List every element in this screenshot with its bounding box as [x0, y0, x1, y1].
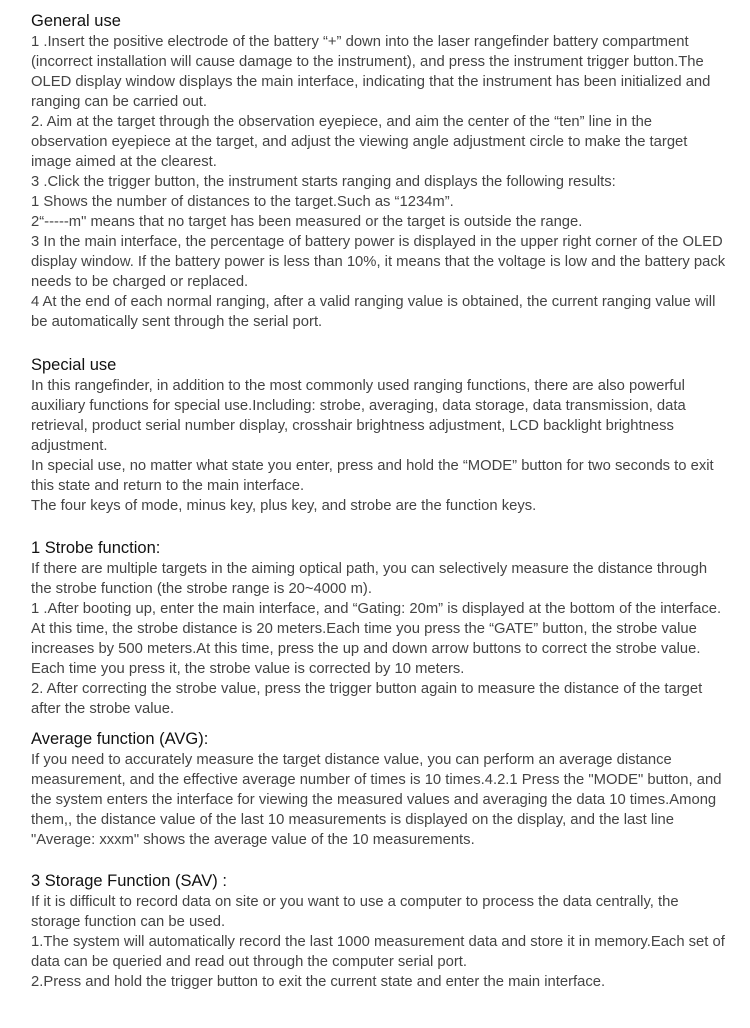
section-heading: General use: [31, 12, 121, 30]
paragraph: 4 At the end of each normal ranging, after a valid ranging value is obtained, the current ranging value will be automatically sent through the serial port.: [31, 294, 716, 330]
paragraph: 1 .After booting up, enter the main interface, and “Gating: 20m” is displayed at the bottom of the interface. At this time, the strobe distance is 20 meters.Each time you press the “GATE” button, the strobe value increases by 500 meters.At this time, press the up and down arrow buttons to correct the strobe value. Each time you press it, the strobe value is corrected by 10 meters.: [31, 601, 722, 677]
paragraph: If there are multiple targets in the aiming optical path, you can selectively measure the distance through the strobe function (the strobe range is 20~4000 m).: [31, 561, 708, 597]
section-average-function: [31, 728, 730, 850]
section-general-use: [31, 10, 730, 332]
paragraph: The four keys of mode, minus key, plus key, and strobe are the function keys.: [31, 498, 537, 514]
section-strobe-function: [31, 537, 730, 719]
paragraph: In special use, no matter what state you enter, press and hold the “MODE” button for two seconds to exit this state and return to the main interface.: [31, 458, 714, 494]
section-heading: 3 Storage Function (SAV) :: [31, 872, 227, 890]
section-storage-function: [31, 870, 730, 992]
paragraph: 2“-----m" means that no target has been measured or the target is outside the range.: [31, 214, 583, 230]
section-special-use: [31, 354, 730, 516]
paragraph: 2. After correcting the strobe value, press the trigger button again to measure the distance of the target after the strobe value.: [31, 681, 703, 717]
paragraph: 1 .Insert the positive electrode of the battery “+” down into the laser rangefinder battery compartment (incorrect installation will cause damage to the instrument), and press the instrument trigger button.The OLED display window displays the main interface, indicating that the instrument has been initialized and ranging can be carried out.: [31, 34, 711, 110]
paragraph: If you need to accurately measure the target distance value, you can perform an average distance measurement, and the effective average number of times is 10 times.4.2.1 Press the "MODE" button, and the system enters the interface for viewing the measured values and averaging the data 10 times.Among them,, the distance value of the last 10 measurements is displayed on the display, and the last line "Average: xxxm" shows the average value of the 10 measurements.: [31, 752, 722, 848]
paragraph: 2.Press and hold the trigger button to exit the current state and enter the main interface.: [31, 974, 606, 990]
paragraph: 1 Shows the number of distances to the target.Such as “1234m”.: [31, 194, 454, 210]
paragraph: If it is difficult to record data on site or you want to use a computer to process the data centrally, the storage function can be used.: [31, 894, 679, 930]
section-heading: 1 Strobe function:: [31, 539, 161, 557]
paragraph: 1.The system will automatically record the last 1000 measurement data and store it in memory.Each set of data can be queried and read out through the computer serial port.: [31, 934, 725, 970]
paragraph: 3 In the main interface, the percentage of battery power is displayed in the upper right corner of the OLED display window. If the battery power is less than 10%, it means that the voltage is low and the battery pack needs to be charged or replaced.: [31, 234, 726, 290]
paragraph: 2. Aim at the target through the observation eyepiece, and aim the center of the “ten” line in the observation eyepiece at the target, and adjust the viewing angle adjustment circle to make the target image aimed at the clearest.: [31, 114, 688, 170]
section-heading: Special use: [31, 356, 117, 374]
paragraph: 3 .Click the trigger button, the instrument starts ranging and displays the following results:: [31, 174, 616, 190]
paragraph: In this rangefinder, in addition to the most commonly used ranging functions, there are also powerful auxiliary functions for special use.Including: strobe, averaging, data storage, data transmission, data retrieval, product serial number display, crosshair brightness adjustment, LCD backlight brightness adjustment.: [31, 378, 686, 454]
section-heading: Average function (AVG):: [31, 730, 209, 748]
